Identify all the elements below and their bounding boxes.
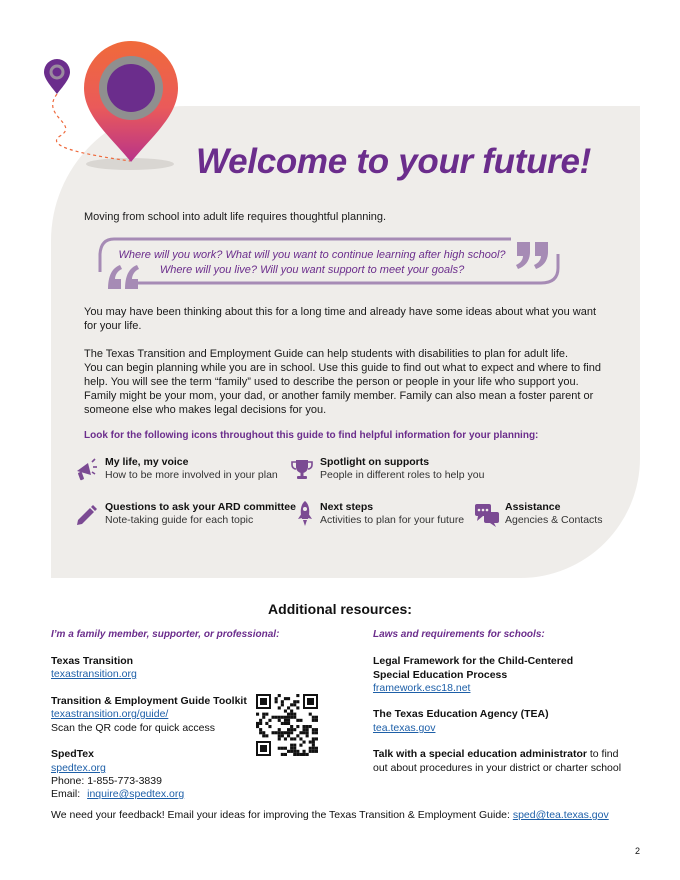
icon-label-spotlight: Spotlight on supports [320,456,430,468]
icon-label-next-steps: Next steps [320,501,374,513]
spedtex-email-row: Email: inquire@spedtex.org [51,788,185,800]
megaphone-icon [74,458,98,482]
location-pin-graphic [40,36,200,176]
icons-heading: Look for the following icons throughout this guide to find helpful information for your planning: [84,430,539,441]
icon-desc-next-steps: Activities to plan for your future [320,514,465,526]
chat-bubbles-icon [474,502,500,528]
tea-link[interactable]: tea.texas.gov [373,722,436,734]
trophy-icon [290,458,314,482]
spedtex-link[interactable]: spedtex.org [51,762,106,774]
spedtex-phone: Phone: 1-855-773-3839 [51,775,162,787]
paragraph-1: You may have been thinking about this for a long time and already have some ideas about what you want for your life. [84,306,597,332]
paragraph-2: The Texas Transition and Employment Guide can help students with disabilities to plan for adult life. You can begin planning while you are in school. Use this guide to find out what to expect and where to find help. You will see the term “family” used to describe the person or people in your life who support you. Family might be your mom, your dad, or another family member. Family can also mean a foster parent or someone else who makes legal decisions for you. [84,348,601,416]
toolkit-name: Transition & Employment Guide Toolkit [51,695,247,707]
icon-desc-spotlight: People in different roles to help you [320,469,485,481]
toolkit-note: Scan the QR code for quick access [51,722,215,734]
spedtex-email-link[interactable]: inquire@spedtex.org [87,788,185,800]
right-column-heading: Laws and requirements for schools: [373,629,545,640]
legal-framework-link[interactable]: framework.esc18.net [373,682,471,694]
icon-desc-assistance: Agencies & Contacts [505,514,603,526]
close-quote-icon [516,242,548,269]
resources-title: Additional resources: [268,601,412,617]
large-pin-icon [84,41,178,162]
feedback-text: We need your feedback! Email your ideas for improving the Texas Transition & Employment Guide: sped@tea.texas.gov [51,809,609,821]
feedback-email-link[interactable]: sped@tea.texas.gov [512,809,609,821]
page-number: 2 [634,846,640,856]
legal-framework-name: Legal Framework for the Child-Centered Special Education Process [373,655,574,681]
texas-transition-link[interactable]: texastransition.org [51,668,137,680]
icon-desc-my-life: How to be more involved in your plan [105,469,278,481]
icon-label-my-life: My life, my voice [105,456,189,468]
quote-text: Where will you work? What will you want to continue learning after high school? Where will you live? Will you want support to meet your goals? [118,249,506,276]
icon-label-assistance: Assistance [505,501,561,513]
intro-text: Moving from school into adult life requires thoughtful planning. [84,211,387,223]
pencil-icon [74,503,98,527]
page-title: Welcome to your future! [196,142,591,181]
icon-desc-questions: Note-taking guide for each topic [105,514,254,526]
talk-admin-text: Talk with a special education administrator to find out about procedures in your district or charter school [373,748,622,774]
tea-name: The Texas Education Agency (TEA) [373,708,549,720]
left-column-heading: I’m a family member, supporter, or professional: [51,629,280,640]
toolkit-link[interactable]: texastransition.org/guide/ [51,708,169,720]
rocket-icon [294,500,316,528]
texas-transition-name: Texas Transition [51,655,134,667]
icon-label-questions: Questions to ask your ARD committee [105,501,296,513]
spedtex-name: SpedTex [51,748,94,760]
small-pin-icon [44,59,70,94]
qr-code-image[interactable] [256,694,318,756]
